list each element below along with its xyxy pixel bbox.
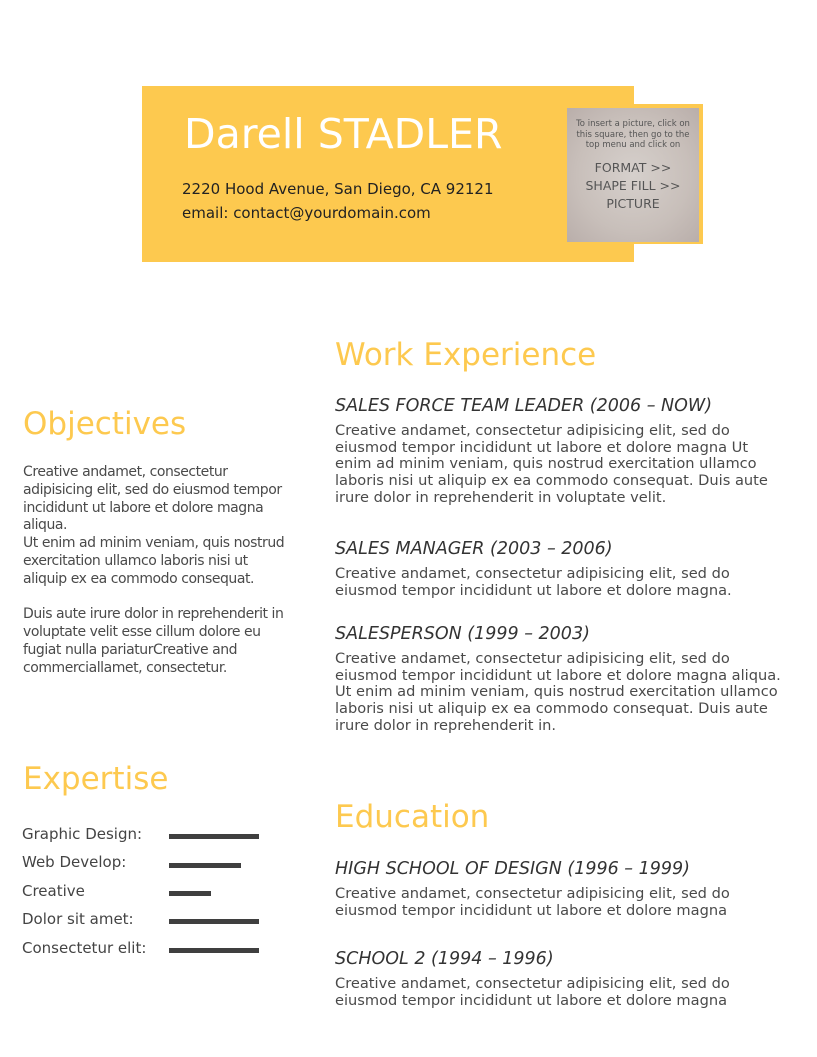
job-title: SALES MANAGER (2003 – 2006) <box>335 539 613 559</box>
skill-bar <box>169 863 241 868</box>
photo-line-format: FORMAT >> <box>594 159 672 175</box>
work-experience-heading: Work Experience <box>335 337 597 373</box>
photo-placeholder[interactable] <box>567 108 699 242</box>
skill-label: Dolor sit amet: <box>22 911 134 928</box>
skill-bar <box>169 919 259 924</box>
address: 2220 Hood Avenue, San Diego, CA 92121 <box>182 180 494 198</box>
photo-line-picture: PICTURE <box>606 195 660 211</box>
objectives-paragraph: Creative andamet, consectetur adipisicing elit, sed do eiusmod tempor incididunt ut labore et dolore magna aliqua. <box>23 464 282 534</box>
objectives-heading: Objectives <box>23 406 187 442</box>
skill-label: Graphic Design: <box>22 826 143 843</box>
email: email: contact@yourdomain.com <box>182 204 431 222</box>
skill-bar <box>169 834 259 839</box>
skill-bar <box>169 891 211 896</box>
objectives-paragraph: Ut enim ad minim veniam, quis nostrud exercitation ullamco laboris nisi ut aliquip ex ea commodo consequat. <box>23 535 285 587</box>
school-description: Creative andamet, consectetur adipisicing elit, sed do eiusmod tempor incididunt ut labore et dolore magna <box>335 885 730 919</box>
skill-label: Consectetur elit: <box>22 940 147 957</box>
job-description: Creative andamet, consectetur adipisicing elit, sed do eiusmod tempor incididunt ut labore et dolore magna aliqua. Ut enim ad minim veniam, quis nostrud exercitation ullamco laboris nisi ut aliquip ex ea commodo consequat. Duis aute irure dolor in reprehenderit in. <box>335 650 781 734</box>
photo-instruction: To insert a picture, click on this square, then go to the top menu and click on <box>576 119 690 150</box>
objectives-text <box>23 464 285 678</box>
school-title: SCHOOL 2 (1994 – 1996) <box>335 949 554 969</box>
education-heading: Education <box>335 799 490 835</box>
skill-label: Web Develop: <box>22 854 127 871</box>
skill-bar <box>169 948 259 953</box>
job-description: Creative andamet, consectetur adipisicing elit, sed do eiusmod tempor incididunt ut labore et dolore magna. <box>335 565 732 599</box>
expertise-heading: Expertise <box>23 761 169 797</box>
objectives-paragraph: Duis aute irure dolor in reprehenderit in voluptate velit esse cillum dolore eu fugiat nulla pariaturCreative and commerciallamet, consectetur. <box>23 606 284 676</box>
school-title: HIGH SCHOOL OF DESIGN (1996 – 1999) <box>335 859 690 879</box>
candidate-name: Darell STADLER <box>184 110 503 158</box>
job-title: SALESPERSON (1999 – 2003) <box>335 624 590 644</box>
school-description: Creative andamet, consectetur adipisicing elit, sed do eiusmod tempor incididunt ut labore et dolore magna <box>335 975 730 1009</box>
photo-frame <box>563 104 703 244</box>
skill-label: Creative <box>22 883 85 900</box>
photo-line-shape-fill: SHAPE FILL >> <box>585 177 681 193</box>
job-description: Creative andamet, consectetur adipisicing elit, sed do eiusmod tempor incididunt ut labore et dolore magna Ut enim ad minim veniam, quis nostrud exercitation ullamco laboris nisi ut aliquip ex ea commodo consequat. Duis aute irure dolor in reprehenderit in voluptate velit. <box>335 422 768 506</box>
job-title: SALES FORCE TEAM LEADER (2006 – NOW) <box>335 396 713 416</box>
